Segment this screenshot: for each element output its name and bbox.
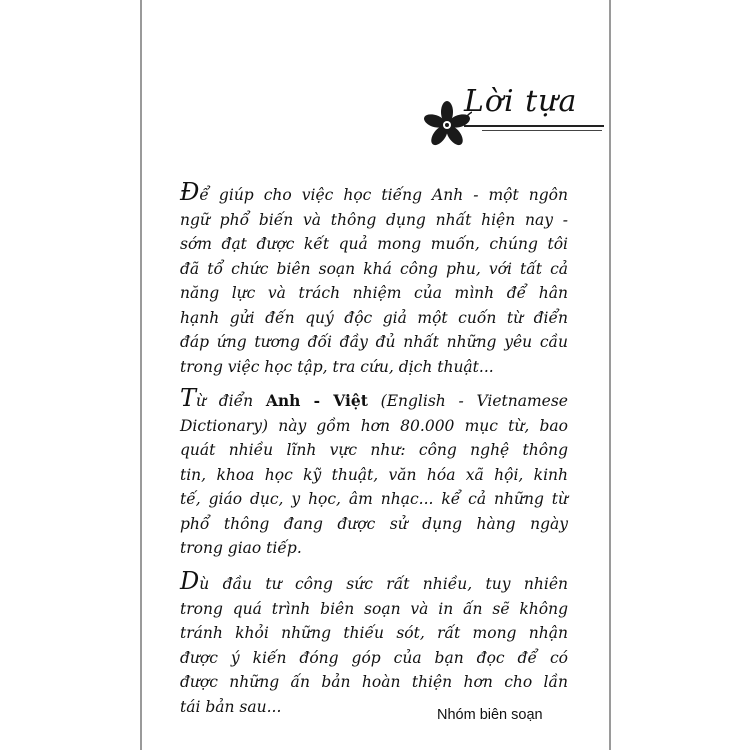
- paragraph-line: [180, 178, 568, 208]
- paragraph-line: [180, 567, 568, 597]
- page-right-edge: [609, 0, 611, 750]
- paragraph-2: [180, 384, 568, 561]
- line-text: ù đầu tư công sức rất nhiều, tuy nhiên: [199, 575, 568, 593]
- paragraph-line: Dictionary) này gồm hơn 80.000 mục từ, bao: [180, 416, 568, 435]
- paragraph-line: quát nhiều lĩnh vực như: công nghệ thông: [180, 441, 568, 459]
- paragraph-line: phổ thông đang được sử dụng hàng ngày: [180, 514, 568, 533]
- title-underline: [464, 125, 604, 127]
- paragraph-line: trong quá trình biên soạn và in ấn sẽ không: [180, 599, 568, 618]
- dictionary-title: Anh - Việt: [265, 391, 368, 410]
- drop-cap: Đ: [180, 178, 200, 206]
- paragraph-line: tránh khỏi những thiếu sót, rất mong nhận: [180, 624, 568, 642]
- paragraph-line: sớm đạt được kết quả mong muốn, chúng tôi: [180, 235, 568, 253]
- line-text: (English - Vietnamese: [367, 392, 568, 410]
- paragraph-line: đáp ứng tương đối đầy đủ nhất những yêu cầu: [180, 333, 568, 351]
- paragraph-line: đã tổ chức biên soạn khá công phu, với tất cả: [180, 259, 568, 278]
- paragraph-line: [180, 384, 568, 414]
- paragraph-line: được ý kiến đóng góp của bạn đọc để có: [180, 648, 568, 667]
- signature: Nhóm biên soạn: [437, 707, 543, 723]
- paragraph-line: tin, khoa học kỹ thuật, văn hóa xã hội, kinh: [180, 465, 568, 484]
- paragraph-line: tế, giáo dục, y học, âm nhạc... kể cả những từ: [180, 490, 568, 508]
- paragraph-line: trong việc học tập, tra cứu, dịch thuật...: [180, 357, 494, 376]
- paragraph-1: [180, 178, 568, 379]
- paragraph-3: [180, 567, 568, 719]
- page-title: Lời tựa: [464, 84, 578, 119]
- heading: [422, 82, 587, 152]
- paragraph-line: năng lực và trách nhiệm của mình để hân: [180, 284, 568, 302]
- drop-cap: D: [180, 567, 200, 595]
- paragraph-line: trong giao tiếp.: [180, 539, 302, 557]
- line-text: ừ điển: [196, 392, 266, 410]
- drop-cap: T: [180, 384, 197, 412]
- page-left-edge: [140, 0, 142, 750]
- title-underline-secondary: [482, 130, 602, 131]
- paragraph-line: ngữ phổ biến và thông dụng nhất hiện nay -: [180, 210, 568, 229]
- line-text: ể giúp cho việc học tiếng Anh - một ngôn: [199, 186, 568, 204]
- paragraph-line: hạnh gửi đến quý độc giả một cuốn từ điển: [180, 308, 568, 327]
- paragraph-line: tái bản sau...: [180, 697, 282, 716]
- paragraph-line: được những ấn bản hoàn thiện hơn cho lần: [180, 673, 568, 691]
